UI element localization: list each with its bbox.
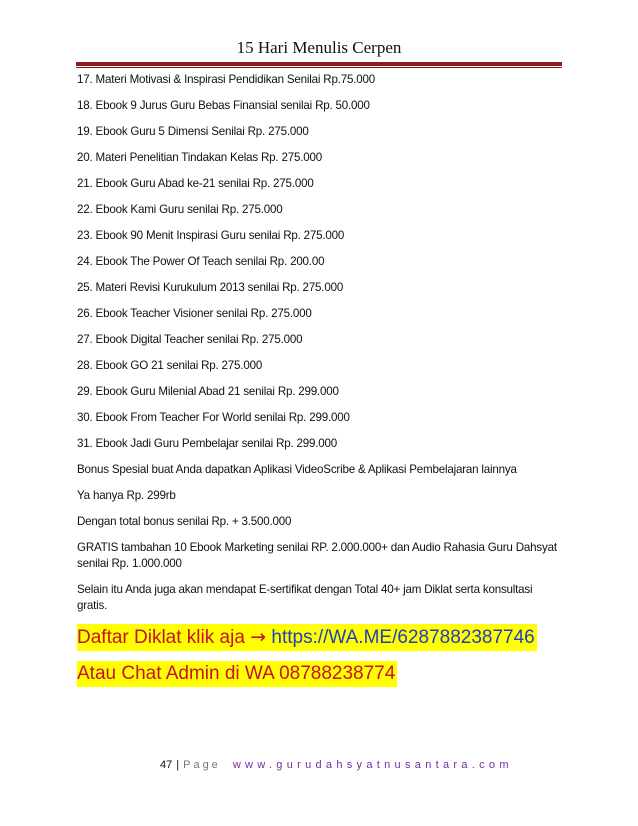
chat-admin-cta	[77, 661, 397, 687]
header-rule	[76, 62, 562, 66]
header-rule-thin	[76, 67, 562, 68]
price-text: Ya hanya Rp. 299rb	[77, 489, 176, 502]
list-item: 30. Ebook From Teacher For World senilai Rp. 299.000	[77, 411, 350, 424]
page-label: Page	[183, 759, 221, 771]
daftar-cta-label: Daftar Diklat klik aja	[77, 627, 251, 648]
list-item: 28. Ebook GO 21 senilai Rp. 275.000	[77, 359, 263, 372]
website-link[interactable]: www.gurudahsyatnusantara.com	[232, 759, 513, 771]
page-content	[77, 72, 557, 687]
sertifikat-paragraph: Selain itu Anda juga akan mendapat E-sertifikat dengan Total 40+ jam Diklat serta konsultasi gratis.	[77, 583, 533, 612]
list-item: 18. Ebook 9 Jurus Guru Bebas Finansial senilai Rp. 50.000	[77, 99, 370, 112]
page-footer	[160, 759, 513, 771]
daftar-cta	[77, 624, 537, 651]
list-item: 31. Ebook Jadi Guru Pembelajar senilai Rp. 299.000	[77, 437, 338, 450]
bonus-text: Bonus Spesial buat Anda dapatkan Aplikasi VideoScribe & Aplikasi Pembelajaran lainnya	[77, 463, 517, 476]
total-bonus-text: Dengan total bonus senilai Rp. + 3.500.000	[77, 515, 292, 528]
list-item: 17. Materi Motivasi & Inspirasi Pendidikan Senilai Rp.75.000	[77, 73, 375, 86]
page-number: 47	[160, 759, 173, 771]
list-item: 25. Materi Revisi Kurukulum 2013 senilai Rp. 275.000	[77, 281, 344, 294]
chat-admin-label: Atau Chat Admin di WA	[77, 663, 280, 684]
list-item: 24. Ebook The Power Of Teach senilai Rp. 200.00	[77, 255, 325, 268]
footer-separator: |	[176, 759, 180, 771]
list-item: 20. Materi Penelitian Tindakan Kelas Rp. 275.000	[77, 151, 322, 164]
whatsapp-number[interactable]: 08788238774	[279, 663, 396, 684]
list-item: 19. Ebook Guru 5 Dimensi Senilai Rp. 275.000	[77, 125, 309, 138]
list-item: 29. Ebook Guru Milenial Abad 21 senilai Rp. 299.000	[77, 385, 339, 398]
list-item: 22. Ebook Kami Guru senilai Rp. 275.000	[77, 203, 283, 216]
list-item: 21. Ebook Guru Abad ke-21 senilai Rp. 275.000	[77, 177, 314, 190]
list-item: 27. Ebook Digital Teacher senilai Rp. 275.000	[77, 333, 303, 346]
gratis-paragraph: GRATIS tambahan 10 Ebook Marketing senilai RP. 2.000.000+ dan Audio Rahasia Guru Dahsyat senilai Rp. 1.000.000	[77, 541, 557, 570]
page-header-title: 15 Hari Menulis Cerpen	[236, 38, 402, 57]
arrow-right-icon: →	[250, 626, 267, 648]
list-item: 23. Ebook 90 Menit Inspirasi Guru senilai Rp. 275.000	[77, 229, 345, 242]
list-item: 26. Ebook Teacher Visioner senilai Rp. 275.000	[77, 307, 312, 320]
whatsapp-link[interactable]: https://WA.ME/6287882387746	[266, 627, 535, 648]
